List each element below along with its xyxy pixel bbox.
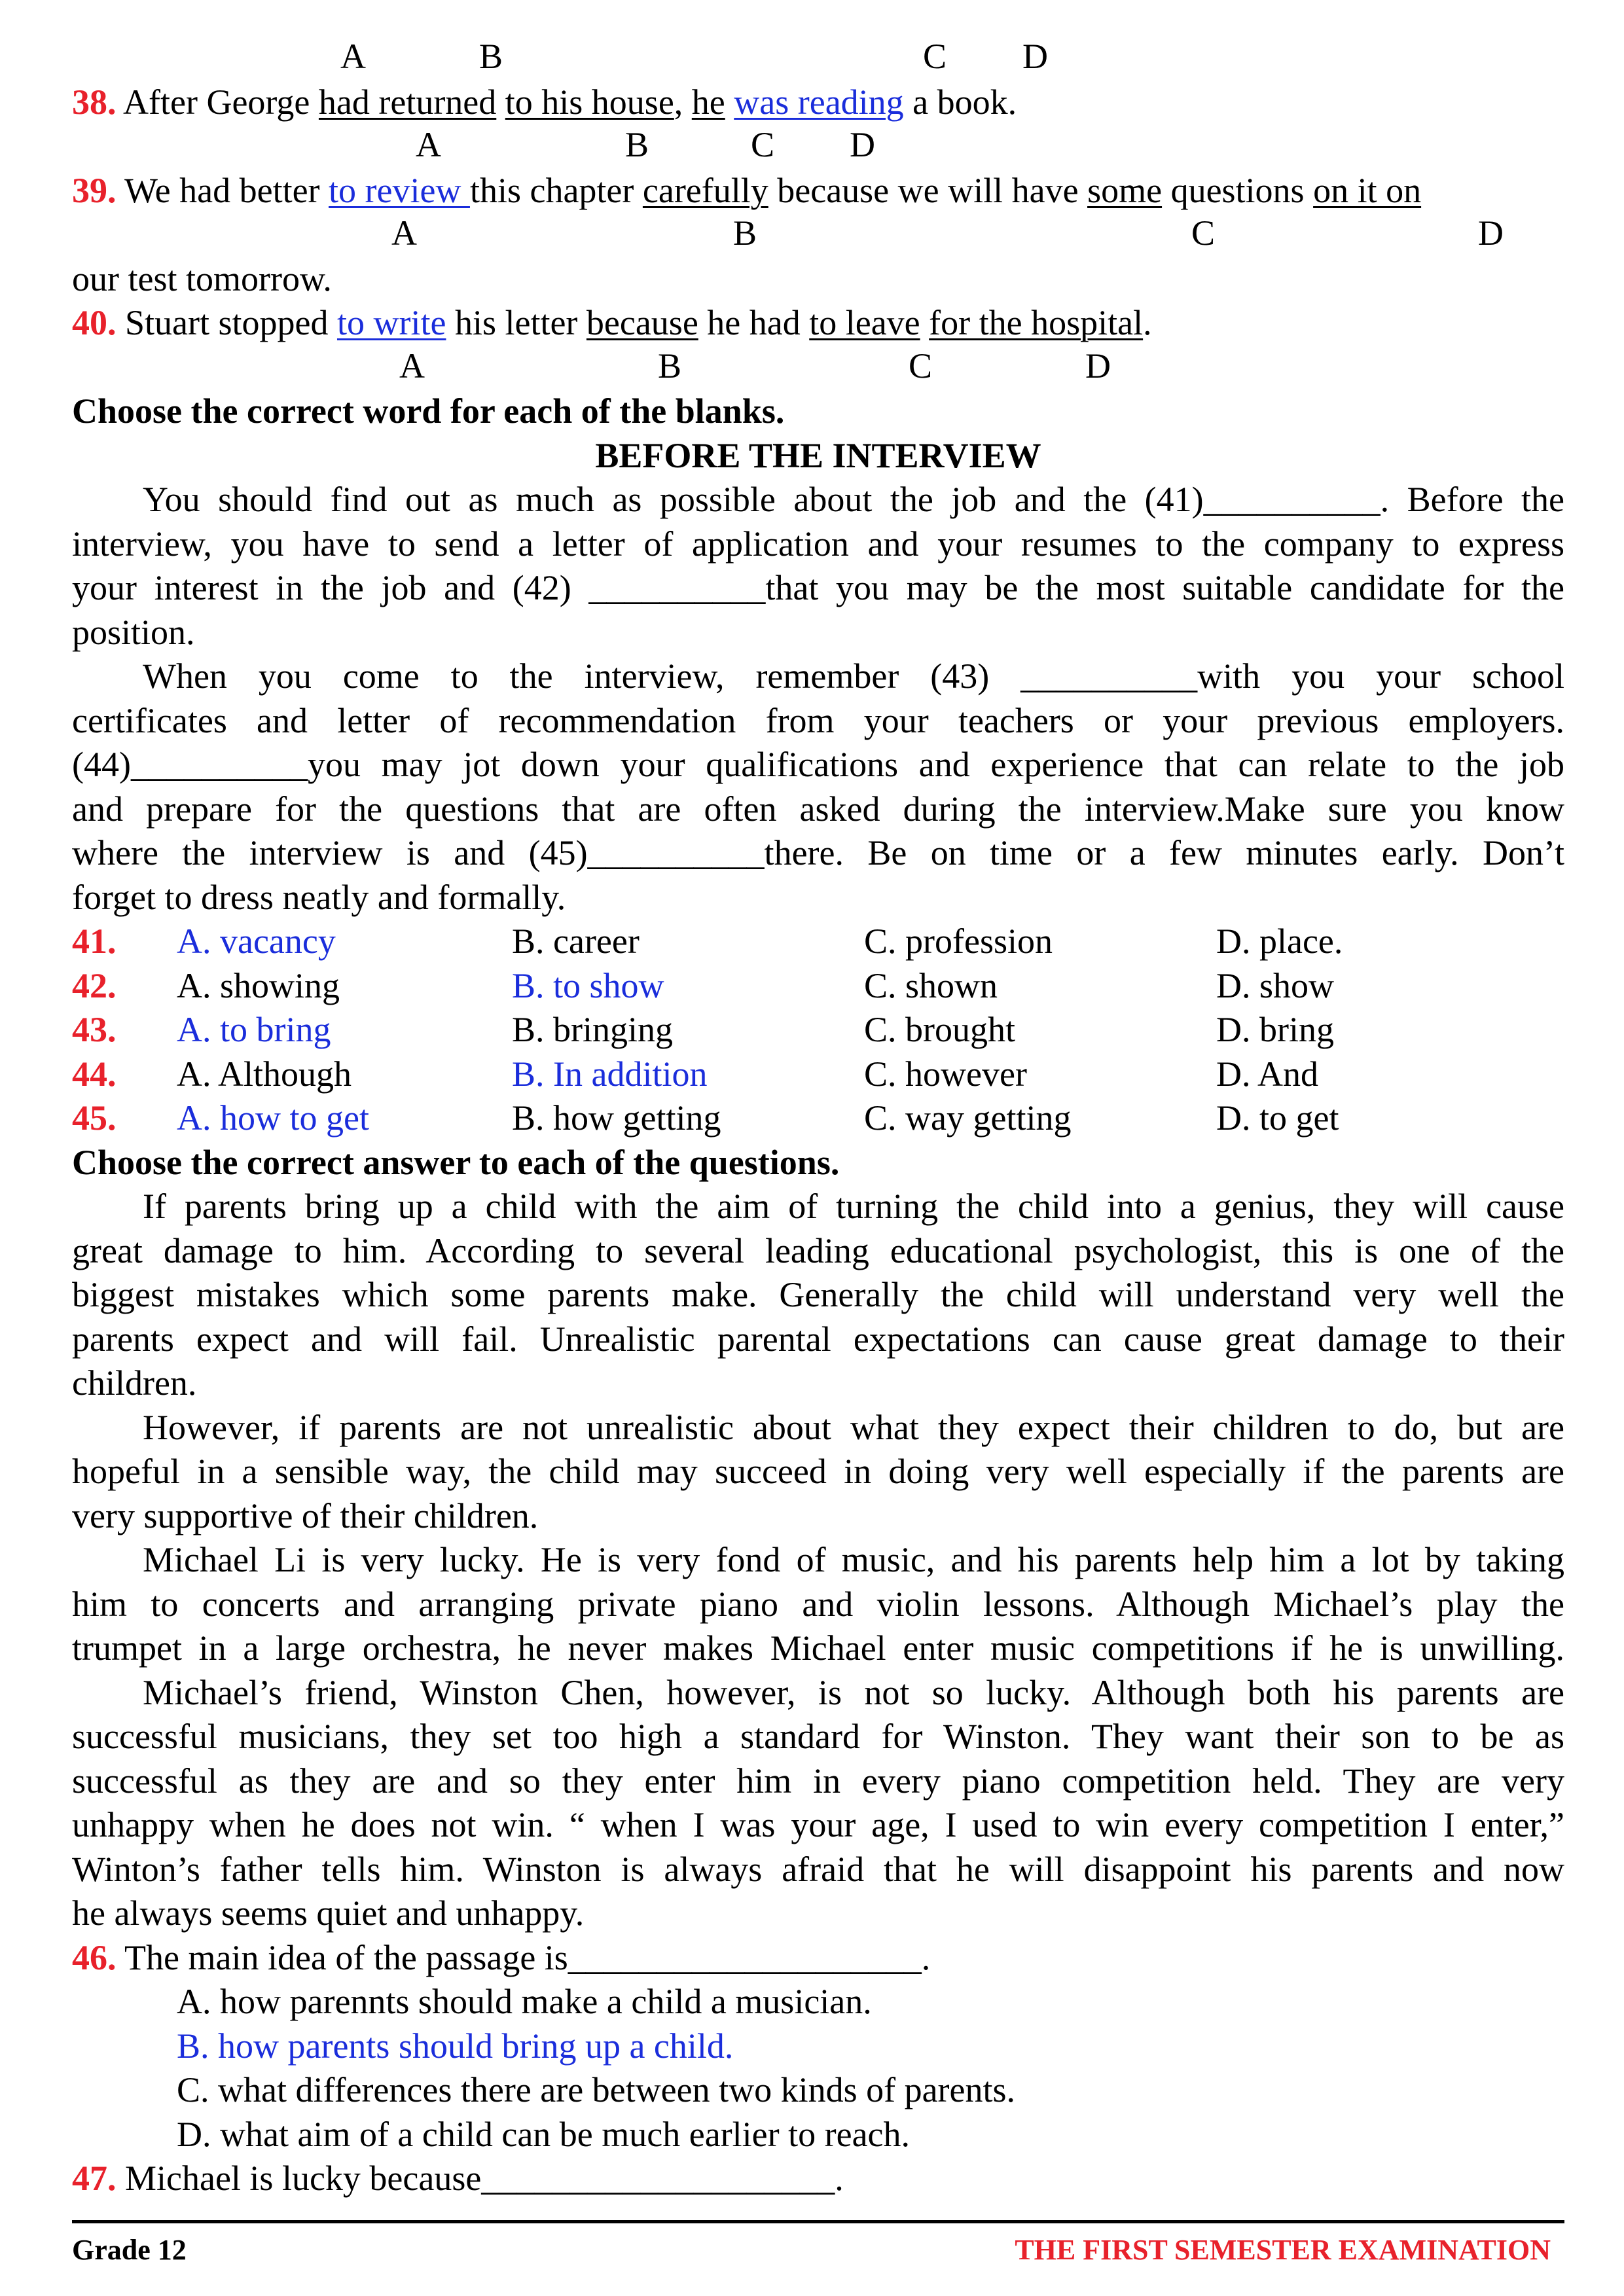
q46-option-d: D. what aim of a child can be much earlier to reach.	[177, 2114, 910, 2154]
spacer	[920, 303, 929, 342]
question-text: questions	[1162, 170, 1314, 210]
reading-line: Michael’s friend, Winston Chen, however, is not so lucky. Although both his parents are	[143, 1672, 1564, 1712]
option-c: C. however	[864, 1054, 1027, 1094]
footer-grade: Grade 12	[72, 2234, 187, 2266]
option-a: A. showing	[177, 965, 340, 1005]
question-number: 45.	[72, 1098, 117, 1138]
letter-a: A	[340, 37, 366, 76]
footer-exam-title: THE FIRST SEMESTER EXAMINATION	[1015, 2234, 1551, 2266]
letter-b: B	[658, 346, 682, 386]
option-a-text: had returned	[318, 82, 497, 122]
question-47	[72, 2157, 1564, 2201]
letter-a: A	[391, 213, 417, 253]
spacer: ,	[674, 82, 692, 122]
cloze-instruction: Choose the correct word for each of the blanks.	[72, 391, 785, 431]
q46-option-a: A. how parennts should make a child a musician.	[177, 1982, 872, 2021]
question-text: Stuart stopped	[125, 303, 337, 342]
options-row-42	[72, 964, 1564, 1009]
question-number: 38.	[72, 82, 117, 122]
reading-line: biggest mistakes which some parents make. Generally the child will understand very well the	[72, 1275, 1564, 1314]
option-b: B. In addition	[512, 1054, 708, 1094]
question-text: a book.	[903, 82, 1017, 122]
answer-letters-q39	[72, 213, 1564, 257]
option-d: D. place.	[1216, 922, 1343, 961]
reading-line: successful musicians, they set too high a standard for Winston. They want their son to be as	[72, 1717, 1564, 1756]
option-b-text: because	[586, 303, 698, 342]
reading-line: children.	[72, 1363, 197, 1403]
option-c: C. profession	[864, 922, 1053, 961]
cloze-line: You should find out as much as possible about the job and the (41)__________. Before the	[143, 480, 1564, 519]
letter-a: A	[416, 125, 441, 164]
option-b: B. to show	[512, 965, 664, 1005]
q46-option-b: B. how parents should bring up a child.	[177, 2026, 734, 2066]
question-number: 47.	[72, 2159, 117, 2198]
option-d: D. to get	[1216, 1098, 1339, 1138]
question-40	[72, 301, 1564, 346]
option-a-text: to write	[336, 303, 446, 342]
question-number: 44.	[72, 1054, 117, 1094]
question-text: this chapter	[469, 170, 643, 210]
option-a: A. vacancy	[177, 922, 336, 961]
letter-b: B	[479, 37, 503, 76]
letter-d: D	[850, 125, 875, 164]
options-row-44	[72, 1052, 1564, 1097]
question-text: We had better	[124, 170, 329, 210]
spacer	[496, 82, 505, 122]
question-number: 42.	[72, 965, 117, 1005]
question-number: 40.	[72, 303, 117, 342]
options-row-41	[72, 920, 1564, 964]
letter-d: D	[1085, 346, 1111, 386]
cloze-line: position.	[72, 612, 195, 652]
option-b-text: to his house	[505, 82, 674, 122]
reading-instruction: Choose the correct answer to each of the questions.	[72, 1142, 840, 1182]
cloze-line: where the interview is and (45)__________there. Be on time or a few minutes early. Don’t	[72, 833, 1564, 872]
reading-line: very supportive of their children.	[72, 1496, 539, 1535]
reading-line: Michael Li is very lucky. He is very fond of music, and his parents help him a lot by taking	[143, 1540, 1564, 1579]
question-text: After George	[123, 82, 319, 122]
question-text: his letter	[446, 303, 586, 342]
reading-line: If parents bring up a child with the aim of turning the child into a genius, they will cause	[143, 1187, 1564, 1226]
reading-line: hopeful in a sensible way, the child may succeed in doing very well especially if the parents are	[72, 1452, 1564, 1491]
option-d-text: on it on	[1313, 170, 1422, 210]
question-text: The main idea of the passage is____________________.	[124, 1937, 931, 1977]
footer-divider	[72, 2220, 1564, 2223]
question-number: 43.	[72, 1010, 117, 1049]
letter-c: C	[1191, 213, 1216, 253]
option-a: A. to bring	[177, 1010, 331, 1049]
question-number: 39.	[72, 170, 117, 210]
option-b: B. bringing	[512, 1010, 674, 1049]
cloze-title: BEFORE THE INTERVIEW	[595, 435, 1041, 475]
question-text: because we will have	[768, 170, 1088, 210]
option-d-text: for the hospital	[929, 303, 1144, 342]
reading-line: unhappy when he does not win. “ when I was your age, I used to win every competition I enter,”	[72, 1805, 1564, 1844]
option-c: C. brought	[864, 1010, 1016, 1049]
options-row-43	[72, 1008, 1564, 1052]
cloze-line: and prepare for the questions that are often asked during the interview.Make sure you know	[72, 789, 1564, 829]
option-c: C. shown	[864, 965, 998, 1005]
cloze-line: (44)__________you may jot down your qualifications and experience that can relate to the job	[72, 745, 1564, 784]
option-c-text: he	[691, 82, 725, 122]
letter-a: A	[399, 346, 425, 386]
question-number: 41.	[72, 922, 117, 961]
options-row-45	[72, 1096, 1564, 1141]
option-a: A. Although	[177, 1054, 352, 1094]
exam-page	[72, 36, 1564, 2201]
question-text: Michael is lucky because____________________.	[125, 2159, 844, 2198]
option-a-text: to review	[329, 170, 470, 210]
cloze-line: your interest in the job and (42) __________that you may be the most suitable candidate for the	[72, 568, 1564, 607]
question-number: 46.	[72, 1937, 117, 1977]
option-c-text: to leave	[809, 303, 920, 342]
letter-c: C	[751, 125, 775, 164]
letter-b: B	[625, 125, 649, 164]
question-text: .	[1143, 303, 1152, 342]
q46-option-c: C. what differences there are between two kinds of parents.	[177, 2070, 1016, 2109]
reading-line: successful as they are and so they enter him in every piano competition held. They are very	[72, 1761, 1564, 1801]
option-d-text: was reading	[734, 82, 904, 122]
option-c: C. way getting	[864, 1098, 1072, 1138]
option-a: A. how to get	[177, 1098, 369, 1138]
question-39	[72, 169, 1564, 213]
question-46	[72, 1936, 1564, 1981]
answer-letters-q38	[72, 124, 1564, 169]
option-b: B. career	[512, 922, 640, 961]
spacer	[725, 82, 734, 122]
option-d: D. And	[1216, 1054, 1319, 1094]
letter-b: B	[733, 213, 757, 253]
cloze-line: certificates and letter of recommendation from your teachers or your previous employers.	[72, 700, 1564, 740]
option-b-text: carefully	[642, 170, 768, 210]
reading-line: trumpet in a large orchestra, he never makes Michael enter music competitions if he is unwilling.	[72, 1628, 1564, 1668]
letter-d: D	[1478, 213, 1504, 253]
question-text: he had	[698, 303, 810, 342]
reading-line: he always seems quiet and unhappy.	[72, 1893, 585, 1933]
reading-line: great damage to him. According to several leading educational psychologist, this is one of the	[72, 1230, 1564, 1270]
reading-line: parents expect and will fail. Unrealistic parental expectations can cause great damage to their	[72, 1319, 1564, 1359]
reading-line: However, if parents are not unrealistic about what they expect their children to do, but are	[143, 1407, 1564, 1447]
answer-letters-q37	[72, 36, 1564, 81]
option-b: B. how getting	[512, 1098, 721, 1138]
letter-c: C	[909, 346, 933, 386]
letter-c: C	[923, 37, 947, 76]
cloze-line: When you come to the interview, remember (43) __________with you your school	[143, 656, 1564, 696]
cloze-line: interview, you have to send a letter of application and your resumes to the company to express	[72, 524, 1564, 564]
reading-line: him to concerts and arranging private piano and violin lessons. Although Michael’s play the	[72, 1584, 1564, 1624]
letter-d: D	[1022, 37, 1048, 76]
option-d: D. show	[1216, 965, 1335, 1005]
option-d: D. bring	[1216, 1010, 1334, 1049]
cloze-line: forget to dress neatly and formally.	[72, 877, 566, 917]
question-38	[72, 81, 1564, 125]
option-c-text: some	[1087, 170, 1163, 210]
question-39-continuation: our test tomorrow.	[72, 259, 332, 298]
answer-letters-q40	[72, 346, 1564, 390]
reading-line: Winton’s father tells him. Winston is always afraid that he will disappoint his parents and now	[72, 1849, 1564, 1889]
